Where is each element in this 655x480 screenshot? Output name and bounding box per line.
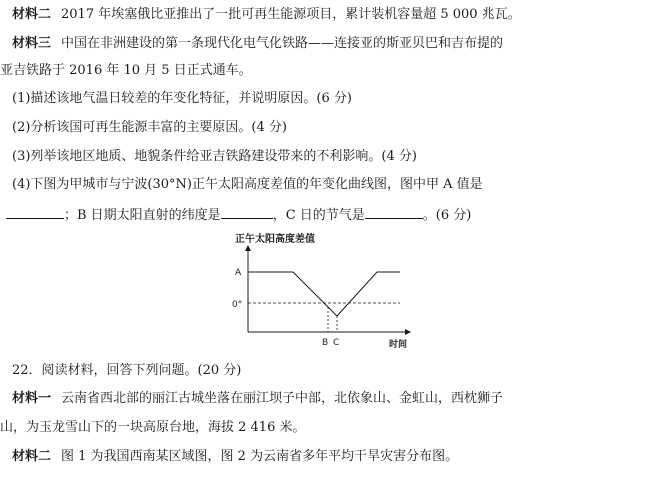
question-22-title-text: 22．阅读材料，回答下列问题。(20 分) [12,363,242,378]
q22-material-1-line2: 山，为玉龙雪山下的一块高原台地，海拔 2 416 米。 [0,420,306,435]
answer-blank-a[interactable] [6,205,64,219]
question-4-part-end: 。(6 分) [422,208,472,223]
question-1-text: (1)描述该地气温日较差的年变化特征，并说明原因。(6 分) [12,91,352,106]
answer-blank-c[interactable] [365,205,423,219]
question-22-title [12,362,241,380]
chart-x-axis-label: 时间 [389,340,408,350]
chart-y-axis-label: 正午太阳高度差值 [235,234,315,245]
material-3-label: 材料三 [12,36,52,51]
chart-x-tick-b: B [322,338,329,348]
question-1 [12,90,352,108]
question-4-text-line1: (4)下图为甲城市与宁波(30°N)正午太阳高度差值的年变化曲线图，图中甲 A 值是 [12,177,483,192]
chart-y-tick-zero: 0° [232,300,243,310]
question-4-part-b: ；B 日期太阳直射的纬度是 [64,208,221,223]
answer-blank-b[interactable] [221,205,273,219]
q22-material-1-line1: 云南省西北部的丽江古城坐落在丽江坝子中部，北依象山、金虹山，西枕狮子 [61,391,504,406]
q22-material-1-line2-row [0,419,305,437]
material-3-paragraph [12,35,503,53]
question-4-part-c: ，C 日的节气是 [272,208,365,223]
q22-material-2-label: 材料二 [12,449,52,464]
chart-x-tick-c: C [333,338,340,348]
q22-material-2-text: 图 1 为我国西南某区域图，图 2 为云南省多年平均干旱灾害分布图。 [61,449,459,464]
material-2-text: 2017 年埃塞俄比亚推出了一批可再生能源项目，累计装机容量超 5 000 兆瓦。 [61,7,521,22]
chart-y-tick-a: A [235,268,242,278]
question-3-text: (3)列举该地区地质、地貌条件给亚吉铁路建设带来的不利影响。(4 分) [12,149,417,164]
question-4-line1 [12,176,483,194]
material-2-paragraph [12,6,521,24]
material-3-line2 [0,62,252,80]
material-3-text-line1: 中国在非洲建设的第一条现代化电气化铁路——连接亚的斯亚贝巴和吉布提的 [61,36,504,51]
question-2 [12,119,287,137]
material-2-label: 材料二 [12,7,52,22]
q22-material-1-paragraph [12,390,503,408]
question-3 [12,148,417,166]
question-4-line2 [6,205,471,225]
question-2-text: (2)分析该国可再生能源丰富的主要原因。(4 分) [12,120,287,135]
sun-altitude-difference-chart [225,228,425,354]
q22-material-2-paragraph [12,448,458,466]
q22-material-1-label: 材料一 [12,391,52,406]
material-3-text-line2: 亚吉铁路于 2016 年 10 月 5 日正式通车。 [0,63,252,78]
chart-curve [248,272,400,316]
